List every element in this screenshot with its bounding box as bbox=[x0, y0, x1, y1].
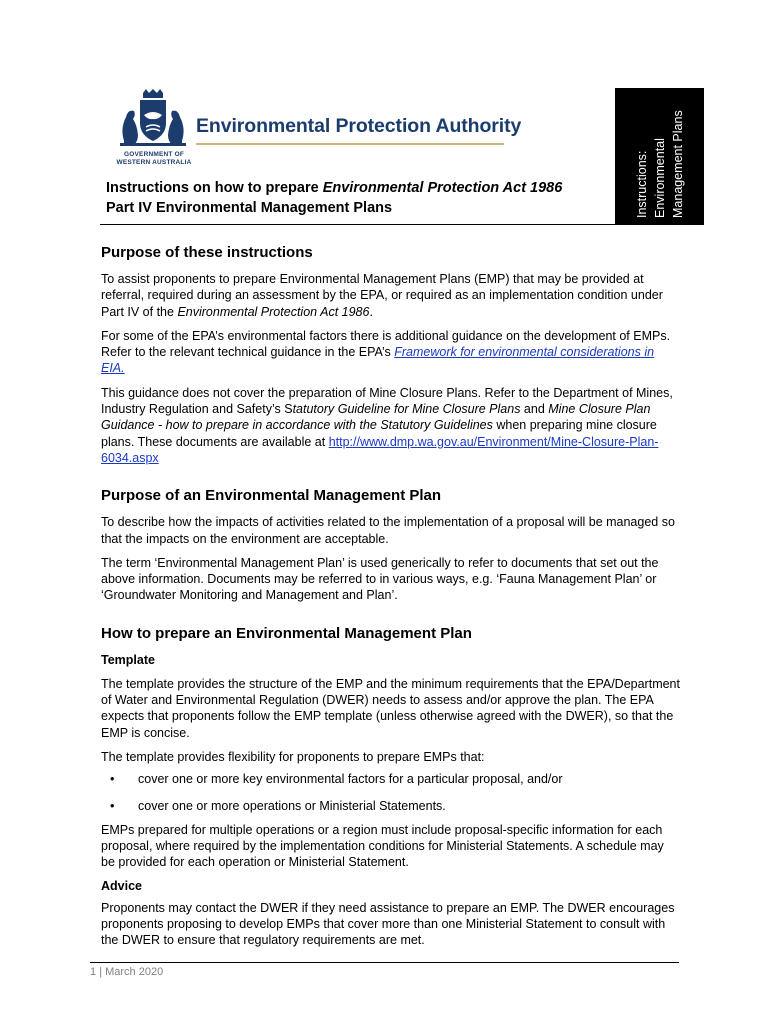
list-item-text: cover one or more operations or Ministerial Statements. bbox=[138, 798, 446, 813]
subheading-advice: Advice bbox=[101, 878, 142, 893]
document-title bbox=[106, 178, 606, 218]
bullet-icon: • bbox=[110, 772, 115, 787]
section-heading-purpose-emp: Purpose of an Environmental Management Plan bbox=[101, 487, 442, 505]
guidance-title-italic: Mine Closure Plan Guidance - how to prepare in accordance with the Statutory Guidelines bbox=[101, 402, 651, 433]
organization-name: Environmental Protection Authority bbox=[196, 115, 522, 137]
main-content bbox=[101, 240, 681, 949]
paragraph-purpose-3 bbox=[101, 385, 681, 466]
guideline-title-italic: tatutory Guideline for Mine Closure Plans bbox=[292, 402, 521, 417]
paragraph-template-3: EMPs prepared for multiple operations or a region must include proposal-specific information for each proposal, where required by the implementation conditions for Ministerial Statements. A schedule may be provided for each operation or Ministerial Statement. bbox=[101, 822, 664, 870]
side-tab-text bbox=[615, 88, 704, 224]
side-tab-line1: Instructions: bbox=[634, 150, 649, 218]
side-tab-line3: Management Plans bbox=[670, 110, 685, 218]
paragraph-template-1: The template provides the structure of the EMP and the minimum requirements that the EPA/Department of Water and Environmental Regulation (DWER) needs to assess and/or approve the plan. The EPA expects that proponents follow the EMP template (unless otherwise agreed with the DWER), so that the EMP is concise. bbox=[101, 676, 680, 740]
text-run: . bbox=[369, 304, 373, 319]
act-name-italic: Environmental Protection Act 1986 bbox=[177, 304, 370, 319]
list-item-text: cover one or more key environmental factors for a particular proposal, and/or bbox=[138, 772, 563, 787]
paragraph-template-2: The template provides flexibility for proponents to prepare EMPs that: bbox=[101, 749, 485, 764]
footer-separator: | bbox=[99, 966, 103, 978]
text-run: and bbox=[520, 402, 549, 417]
title-part1: Instructions on how to prepare bbox=[106, 180, 323, 196]
section-heading-purpose-instructions: Purpose of these instructions bbox=[101, 244, 313, 261]
government-label: GOVERNMENT OF WESTERN AUSTRALIA bbox=[116, 151, 192, 166]
footer-date: March 2020 bbox=[105, 966, 164, 978]
page-footer bbox=[90, 966, 163, 978]
paragraph-purpose-2 bbox=[101, 328, 681, 377]
text-run: To assist proponents to prepare Environmental Management Plans (EMP) that may be provided at referral, required during an assessment by the EPA, or required as an implementation condition under Part IV of the bbox=[101, 272, 663, 319]
bullet-icon: • bbox=[110, 798, 115, 813]
side-tab bbox=[615, 88, 704, 224]
epa-logo bbox=[108, 89, 522, 173]
title-act-name: Environmental Protection Act 1986 bbox=[322, 180, 563, 196]
logo-underline bbox=[196, 143, 504, 145]
page-number: 1 bbox=[90, 966, 97, 978]
side-tab-line2: Environmental bbox=[652, 138, 667, 218]
template-bullet-list bbox=[101, 771, 681, 814]
mine-closure-link[interactable]: http://www.dmp.wa.gov.au/Environment/Mine-Closure-Plan-6034.aspx bbox=[101, 434, 659, 465]
footer-divider bbox=[90, 962, 679, 963]
title-line2: Part IV Environmental Management Plans bbox=[106, 200, 393, 216]
text-run: when preparing mine closure plans. These documents are available at bbox=[101, 418, 657, 449]
header-divider bbox=[100, 224, 704, 225]
subheading-template: Template bbox=[101, 652, 155, 667]
paragraph-purpose-1 bbox=[101, 271, 681, 320]
paragraph-advice: Proponents may contact the DWER if they need assistance to prepare an EMP. The DWER encourages proponents proposing to develop EMPs that cover more than one Ministerial Statement to consult with the DWER to ensure that regulatory requirements are met. bbox=[101, 900, 675, 948]
text-run: This guidance does not cover the preparation of Mine Closure Plans. Refer to the Department of Mines, Industry Regulation and Safety’s S bbox=[101, 385, 673, 417]
paragraph-emp-1: To describe how the impacts of activities related to the implementation of a proposal will be managed so that the impacts on the environment are acceptable. bbox=[101, 515, 675, 546]
text-run: For some of the EPA’s environmental factors there is additional guidance on the development of EMPs. Refer to the relevant technical guidance in the EPA’s bbox=[101, 328, 671, 360]
paragraph-emp-2: The term ‘Environmental Management Plan’ is used generically to refer to documents that set out the above information. Documents may be referred to in various ways, e.g. ‘Fauna Management Plan’ or ‘Groundwater Monitoring and Management and Plan’. bbox=[101, 555, 659, 603]
list-item bbox=[101, 771, 681, 787]
section-heading-how-to: How to prepare an Environmental Management Plan bbox=[101, 624, 472, 642]
list-item bbox=[101, 798, 681, 814]
framework-link[interactable]: Framework for environmental considerations in EIA. bbox=[101, 345, 655, 376]
